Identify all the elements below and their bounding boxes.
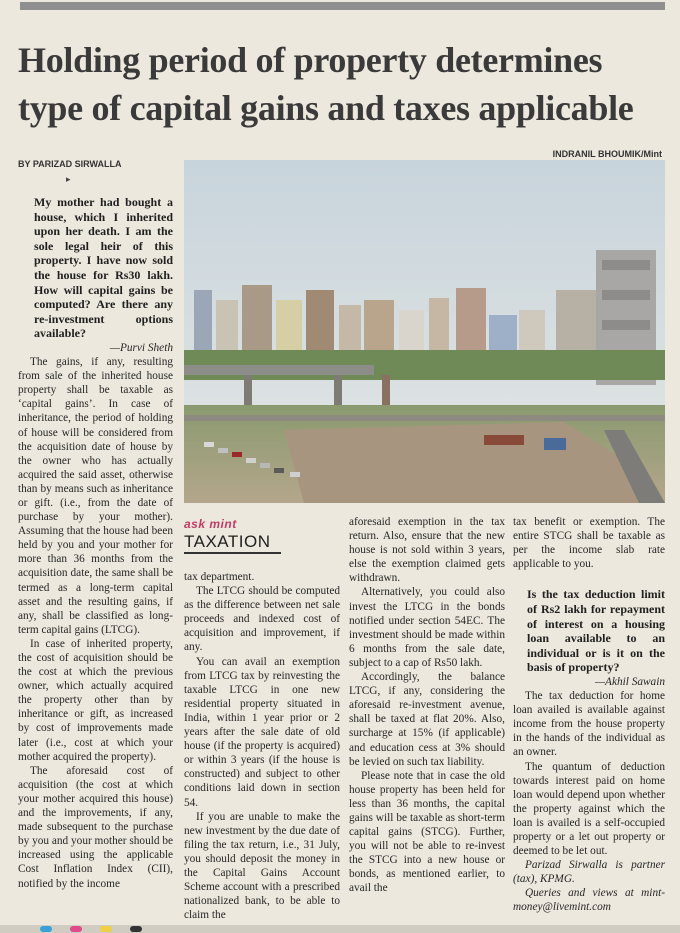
registration-dot bbox=[100, 926, 112, 932]
section-tag: ask mint bbox=[184, 517, 237, 531]
answer-paragraph: Alternatively, you could also invest the LTCG in the bonds notified under section 54EC. The investment should be made within 6 months from the sale date, subject to a cap of Rs50 lakh. bbox=[349, 586, 505, 669]
registration-dot bbox=[40, 926, 52, 932]
skyline-illustration-icon bbox=[184, 160, 665, 503]
answer-paragraph: You can avail an exemption from LTCG tax by reinvesting the taxable LTCG in one new residential property situated in India, within 1 year prior or 2 years after the sale date of old house (if the property is acquired) or within 3 years (if the house is constructed) and subject to other conditions laid down in section 54. bbox=[184, 655, 340, 809]
answer-paragraph: Please note that in case the old house property has been held for less than 36 months, the capital gains will be taxable as short-term capital gains (STCG). Further, you will not be able to re-invest the STCG into a new house or bonds, as mentioned earlier, to avail the bbox=[349, 769, 505, 895]
answer-paragraph: The aforesaid cost of acquisition (the cost at which your mother acquired this house) and the improvements, if any, made subsequent to the purchase by you and your mother should be increased using the applicable Cost Inflation Index (CII), notified by the income bbox=[18, 764, 173, 890]
answer-paragraph: The tax deduction for home loan availed is available against income from the house property in the hands of the individual as an owner. bbox=[513, 690, 665, 759]
answer-paragraph: The quantum of deduction towards interest paid on home loan would depend upon whether the property against which the loan is availed is a self-occupied property or a let out property or deemed to be let out. bbox=[513, 760, 665, 858]
answer-paragraph: tax department. bbox=[184, 571, 255, 583]
column-4 bbox=[513, 515, 665, 915]
section-title-underline bbox=[184, 552, 281, 554]
headline: Holding period of property determines type of capital gains and taxes applicable bbox=[18, 40, 634, 128]
answer-paragraph: The LTCG should be computed as the difference between net sale proceeds and indexed cost of acquisition and improvement, if any. bbox=[184, 585, 340, 654]
answer-paragraph: tax benefit or exemption. The entire STCG shall be taxable as per the income slab rate applicable to you. bbox=[513, 516, 665, 571]
asker-name-1: —Purvi Sheth bbox=[109, 341, 173, 354]
byline: BY PARIZAD SIRWALLA bbox=[18, 159, 122, 169]
column-3 bbox=[349, 515, 505, 896]
answer-paragraph: The gains, if any, resulting from sale of the inherited house property shall be taxable as ‘capital gains’. In case of inheritance, the period of holding of house will be considered from the acquisition date of house by the owner who has actually acquired the said asset, otherwise than by means such as inheritance or gift. (i.e., from the date of purchase by your mother). Assuming that the house had been held by you and your mother for more than 36 months from the acquisition date, the same shall be termed as a long-term capital asset and the resulting gains, if any, shall be classified as long-term capital gains (LTCG). bbox=[18, 356, 173, 636]
contact-email: Queries and views at mint-money@livemint.com bbox=[513, 887, 665, 914]
asker-name-2: —Akhil Sawain bbox=[595, 675, 665, 688]
pointer-icon: ▸ bbox=[66, 175, 71, 185]
answer-paragraph: aforesaid exemption in the tax return. Also, ensure that the new house is not sold within 3 years, else the exemption claimed gets withdrawn. bbox=[349, 516, 505, 585]
section-title: TAXATION bbox=[184, 532, 271, 551]
registration-dot bbox=[130, 926, 142, 932]
column-1 bbox=[18, 195, 173, 891]
top-rule bbox=[20, 2, 665, 10]
author-bio: Parizad Sirwalla is partner (tax), KPMG. bbox=[513, 859, 665, 886]
skyline-photo bbox=[184, 160, 665, 503]
column-2 bbox=[184, 570, 340, 922]
registration-dot bbox=[70, 926, 82, 932]
answer-paragraph: Accordingly, the balance LTCG, if any, considering the aforesaid re-investment avenue, shall be taxed at flat 20%. Also, surcharge at 15% (if applicable) and education cess at 3% should be levied on such tax liability. bbox=[349, 671, 505, 768]
answer-paragraph: In case of inherited property, the cost of acquisition should be the cost at which the previous owner, which actually acquired the property other than by inheritance or gift, as increased by cost of improvements made later (i.e., cost at which your mother acquired the property). bbox=[18, 637, 173, 763]
reader-question-2: Is the tax deduction limit of Rs2 lakh for repayment of interest on a housing loan available to an individual or is it on the basis of property? bbox=[527, 587, 665, 675]
reader-question-1: My mother had bought a house, which I inherited upon her death. I am the sole legal heir of this property. I have now sold the house for Rs30 lakh. How will capital gains be computed? Are there any re-investment options available? bbox=[34, 195, 173, 341]
photo-credit: INDRANIL BHOUMIK/Mint bbox=[552, 149, 662, 159]
answer-paragraph: If you are unable to make the new investment by the due date of filing the tax return, i.e., 31 July, you should deposit the money in the Capital Gains Account Scheme account with a prescribed nationalized bank, to be able to claim the bbox=[184, 810, 340, 922]
